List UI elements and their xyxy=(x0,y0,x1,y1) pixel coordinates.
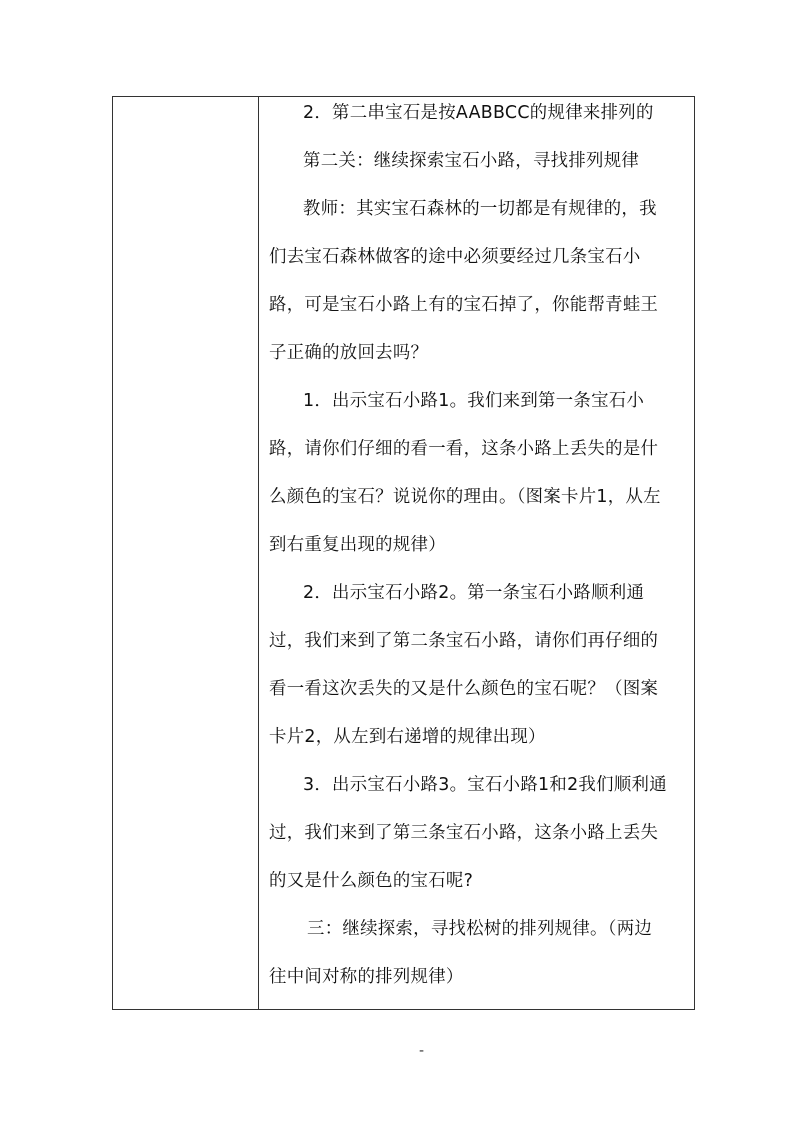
text-line: 看一看这次丢失的又是什么颜色的宝石呢？（图案 xyxy=(269,679,659,699)
text-line: 的又是什么颜色的宝石呢? xyxy=(269,871,474,891)
text-line: 路，请你们仔细的看一看，这条小路上丢失的是什 xyxy=(269,439,659,459)
text-line: 2．第二串宝石是按AABBCC的规律来排列的 xyxy=(303,103,654,123)
text-line: 到右重复出现的规律） xyxy=(269,535,446,555)
text-line: 第二关：继续探索宝石小路，寻找排列规律 xyxy=(303,151,640,171)
page-number-mark: - xyxy=(419,1043,425,1059)
text-line: 路，可是宝石小路上有的宝石掉了，你能帮青蛙王 xyxy=(269,295,659,315)
text-line: 3．出示宝石小路3。宝石小路1和2我们顺利通 xyxy=(303,775,667,795)
text-line: 2．出示宝石小路2。第一条宝石小路顺利通 xyxy=(303,583,645,603)
text-line: 过，我们来到了第三条宝石小路，这条小路上丢失 xyxy=(269,823,659,843)
table-content-cell xyxy=(259,97,694,1009)
text-line: 三：继续探索，寻找松树的排列规律。（两边 xyxy=(307,919,653,939)
text-line: 卡片2，从左到右递增的规律出现） xyxy=(269,727,546,747)
text-line: 过，我们来到了第二条宝石小路，请你们再仔细的 xyxy=(269,631,659,651)
lesson-table xyxy=(112,96,695,1010)
text-line: 们去宝石森林做客的途中必须要经过几条宝石小 xyxy=(269,247,641,267)
text-line: 么颜色的宝石？说说你的理由。（图案卡片1，从左 xyxy=(269,487,661,507)
text-line: 往中间对称的排列规律） xyxy=(269,967,464,987)
text-line: 子正确的放回去吗？ xyxy=(269,343,429,363)
text-line: 1．出示宝石小路1。我们来到第一条宝石小 xyxy=(303,391,645,411)
text-line: 教师：其实宝石森林的一切都是有规律的，我 xyxy=(303,199,657,219)
table-left-cell xyxy=(113,97,259,1009)
